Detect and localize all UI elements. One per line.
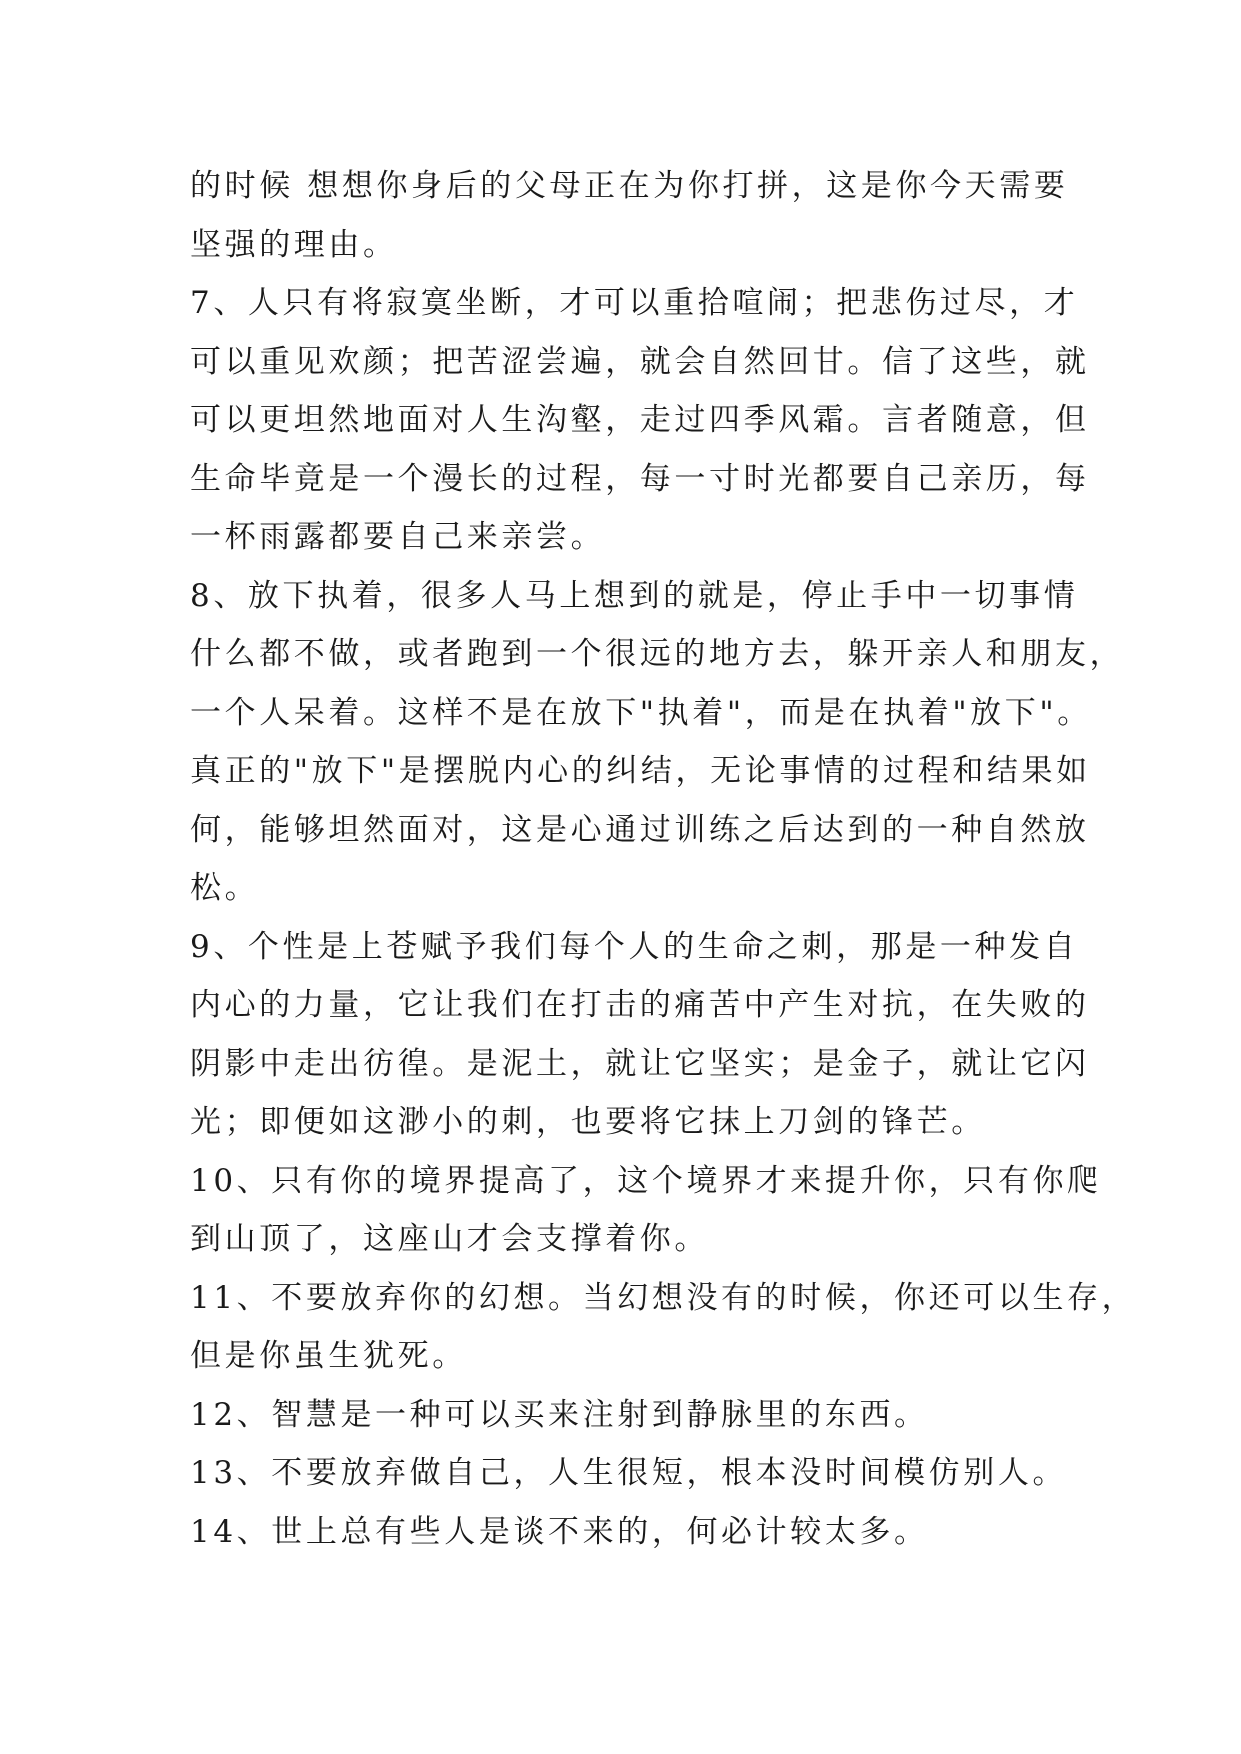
text-line: 的时候 想想你身后的父母正在为你打拼，这是你今天需要 (190, 168, 1069, 204)
text-line: 松。 (190, 870, 260, 906)
text-line: 到山顶了，这座山才会支撑着你。 (190, 1221, 709, 1257)
text-line: 真正的"放下"是摆脱内心的纠结，无论事情的过程和结果如 (190, 753, 1091, 789)
text-line: 光；即便如这渺小的刺，也要将它抹上刀剑的锋芒。 (190, 1104, 986, 1140)
text-line: 何，能够坦然面对，这是心通过训练之后达到的一种自然放 (190, 811, 1090, 848)
text-line: 坚强的理由。 (190, 226, 398, 263)
text-line: 阴影中走出彷徨。是泥土，就让它坚实；是金子，就让它闪 (190, 1045, 1090, 1082)
text-line: 可以更坦然地面对人生沟壑，走过四季风霜。言者随意，但 (190, 402, 1090, 438)
text-line: 9、个性是上苍赋予我们每个人的生命之刺，那是一种发自 (190, 928, 1079, 965)
text-line: 一个人呆着。这样不是在放下"执着"，而是在执着"放下"。 (190, 694, 1092, 731)
text-line: 内心的力量，它让我们在打击的痛苦中产生对抗，在失败的 (190, 987, 1090, 1023)
text-line: 可以重见欢颜；把苦涩尝遍，就会自然回甘。信了这些，就 (190, 343, 1090, 380)
text-line: 12、智慧是一种可以买来注射到静脉里的东西。 (190, 1396, 929, 1433)
text-line: 11、不要放弃你的幻想。当幻想没有的时候，你还可以生存， (190, 1279, 1137, 1316)
text-line: 14、世上总有些人是谈不来的，何必计较太多。 (190, 1513, 929, 1550)
text-line: 8、放下执着，很多人马上想到的就是，停止手中一切事情 (190, 577, 1079, 614)
body-text (190, 157, 1137, 1561)
text-line: 生命毕竟是一个漫长的过程，每一寸时光都要自己亲历，每 (190, 460, 1090, 497)
text-line: 但是你虽生犹死。 (190, 1338, 467, 1374)
text-line: 7、人只有将寂寞坐断，才可以重拾喧闹；把悲伤过尽，才 (190, 285, 1079, 321)
text-line: 10、只有你的境界提高了，这个境界才来提升你，只有你爬 (190, 1162, 1102, 1199)
text-line: 什么都不做，或者跑到一个很远的地方去，躲开亲人和朋友， (190, 636, 1125, 672)
text-line: 一杯雨露都要自己来亲尝。 (190, 519, 606, 555)
text-line: 13、不要放弃做自己，人生很短，根本没时间模仿别人。 (190, 1455, 1068, 1491)
